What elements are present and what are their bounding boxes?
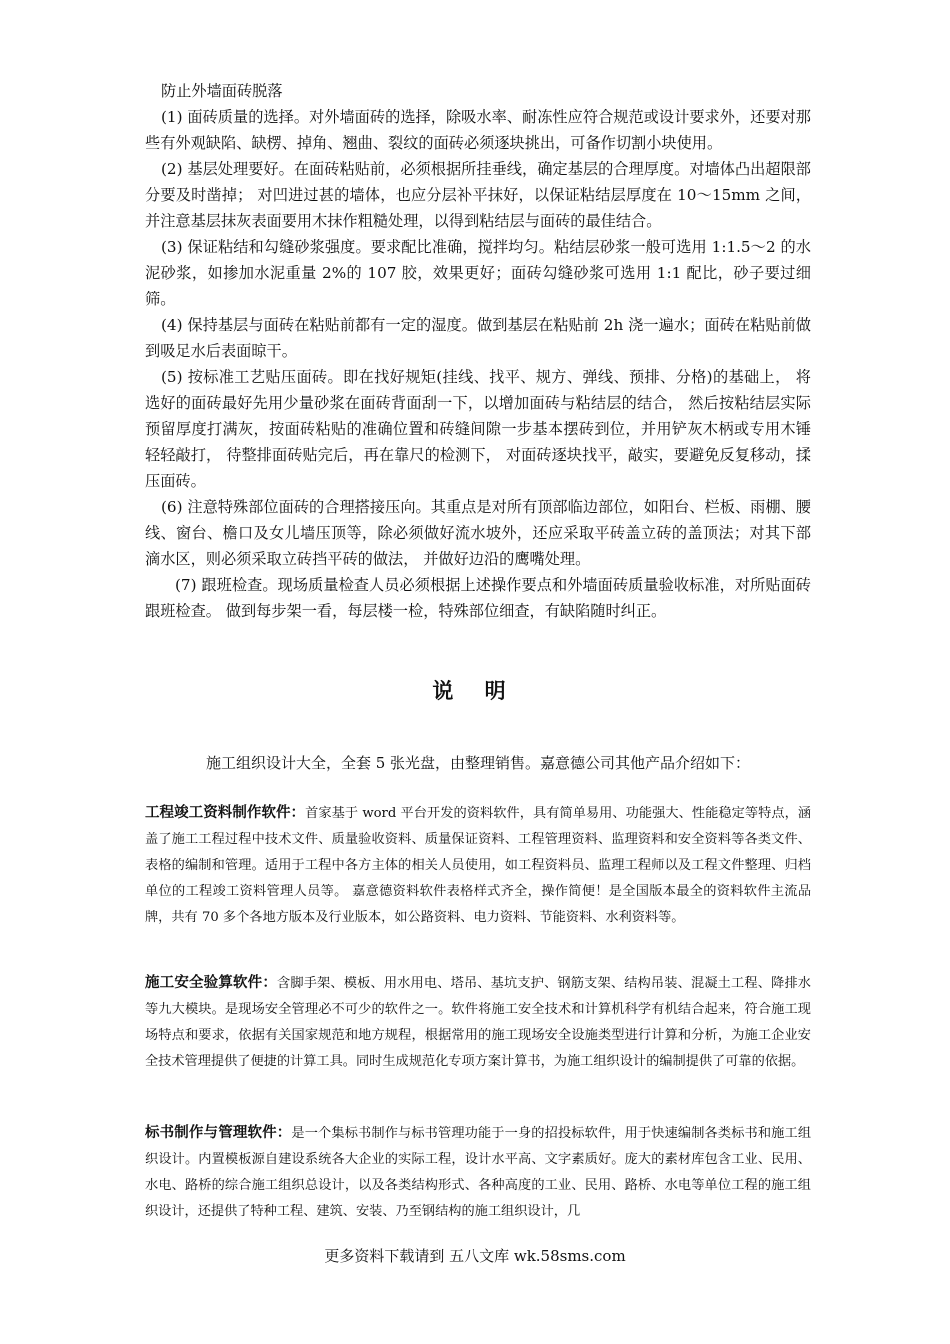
- article-item-7: (7) 跟班检查。现场质量检查人员必须根据上述操作要点和外墙面砖质量验收标准，对所贴面砖跟班检查。 做到每步架一看，每层楼一检，特殊部位细查，有缺陷随时纠正。: [145, 576, 811, 620]
- footer-link[interactable]: 更多资料下载请到 五八文库 wk.58sms.com: [324, 1247, 626, 1265]
- product-description: 首家基于 word 平台开发的资料软件，具有简单易用、功能强大、性能稳定等特点，涵盖了施工工程过程中技术文件、质量验收资料、质量保证资料、工程管理资料、监理资料和安全资料等各类文件、表格的编制和管理。适用于工程中各方主体的相关人员使用，如工程资料员、监理工程师以及工程文件整理、归档单位的工程竣工资料管理人员等。 嘉意德资料软件表格样式齐全，操作简便！是全国版本最全的资料软件主流品牌，共有 70 多个各地方版本及行业版本，如公路资料、电力资料、节能资料、水利资料等。: [145, 806, 812, 925]
- article-item-3: (3) 保证粘结和勾缝砂浆强度。要求配比准确，搅拌均匀。粘结层砂浆一般可选用 1:1.5～2 的水泥砂浆，如掺加水泥重量 2%的 107 胶，效果更好；面砖勾缝砂浆可选用 1:1 配比，砂子要过细筛。: [145, 238, 811, 308]
- notice-intro: 施工组织设计大全，全套 5 张光盘，由整理销售。嘉意德公司其他产品介绍如下：: [205, 754, 751, 772]
- article-item-4: (4) 保持基层与面砖在粘贴前都有一定的湿度。做到基层在粘贴前 2h 浇一遍水；面砖在粘贴前做到吸足水后表面晾干。: [145, 316, 811, 360]
- product-name: 施工安全验算软件：: [145, 975, 277, 991]
- product-description: 是一个集标书制作与标书管理功能于一身的招投标软件，用于快速编制各类标书和施工组织设计。内置模板源自建设系统各大企业的实际工程，设计水平高、文字素质好。庞大的素材库包含工业、民用、水电、路桥的综合施工组织总设计，以及各类结构形式、各种高度的工业、民用、路桥、水电等单位工程的施工组织设计，还提供了特种工程、建筑、安装、乃至钢结构的施工组织设计，几: [145, 1126, 812, 1219]
- article-item-2: (2) 基层处理要好。在面砖粘贴前，必须根据所挂垂线，确定基层的合理厚度。对墙体凸出超限部分要及时凿掉； 对凹进过甚的墙体，也应分层补平抹好，以保证粘结层厚度在 10～15mm 之间，并注意基层抹灰表面要用木抹作粗糙处理，以得到粘结层与面砖的最佳结合。: [145, 160, 811, 230]
- product-block-2: [145, 970, 811, 1075]
- article-title: 防止外墙面砖脱落: [161, 82, 283, 100]
- article-section: [145, 78, 811, 624]
- article-item-6: (6) 注意特殊部位面砖的合理搭接压向。其重点是对所有顶部临边部位，如阳台、栏板、雨棚、腰线、窗台、檐口及女儿墙压顶等，除必须做好流水坡外，还应采取平砖盖立砖的盖顶法；对其下部滴水区，则必须采取立砖挡平砖的做法， 并做好边沿的鹰嘴处理。: [145, 498, 811, 568]
- product-block-1: [145, 800, 811, 931]
- notice-heading: 说 明: [432, 679, 518, 703]
- product-name: 工程竣工资料制作软件：: [145, 805, 306, 821]
- article-item-5: (5) 按标准工艺贴压面砖。即在找好规矩(挂线、找平、规方、弹线、预排、分格)的基础上， 将选好的面砖最好先用少量砂浆在面砖背面刮一下，以增加面砖与粘结层的结合， 然后按粘结层实际预留厚度打满灰，按面砖粘贴的准确位置和砖缝间隙一步基本摆砖到位，并用铲灰木柄或专用木锤轻轻敲打， 待整排面砖贴完后，再在靠尺的检测下， 对面砖逐块找平，敲实，要避免反复移动，揉压面砖。: [145, 368, 811, 490]
- product-name: 标书制作与管理软件：: [145, 1125, 292, 1141]
- article-item-1: (1) 面砖质量的选择。对外墙面砖的选择，除吸水率、耐冻性应符合规范或设计要求外，还要对那些有外观缺陷、缺楞、掉角、翘曲、裂纹的面砖必须逐块挑出，可备作切割小块使用。: [145, 108, 811, 152]
- product-block-3: [145, 1120, 811, 1225]
- product-description: 含脚手架、模板、用水用电、塔吊、基坑支护、钢筋支架、结构吊装、混凝土工程、降排水等九大模块。是现场安全管理必不可少的软件之一。软件将施工安全技术和计算机科学有机结合起来，符合施工现场特点和要求，依据有关国家规范和地方规程，根据常用的施工现场安全设施类型进行计算和分析，为施工企业安全技术管理提供了便捷的计算工具。同时生成规范化专项方案计算书，为施工组织设计的编制提供了可靠的依据。: [145, 976, 811, 1069]
